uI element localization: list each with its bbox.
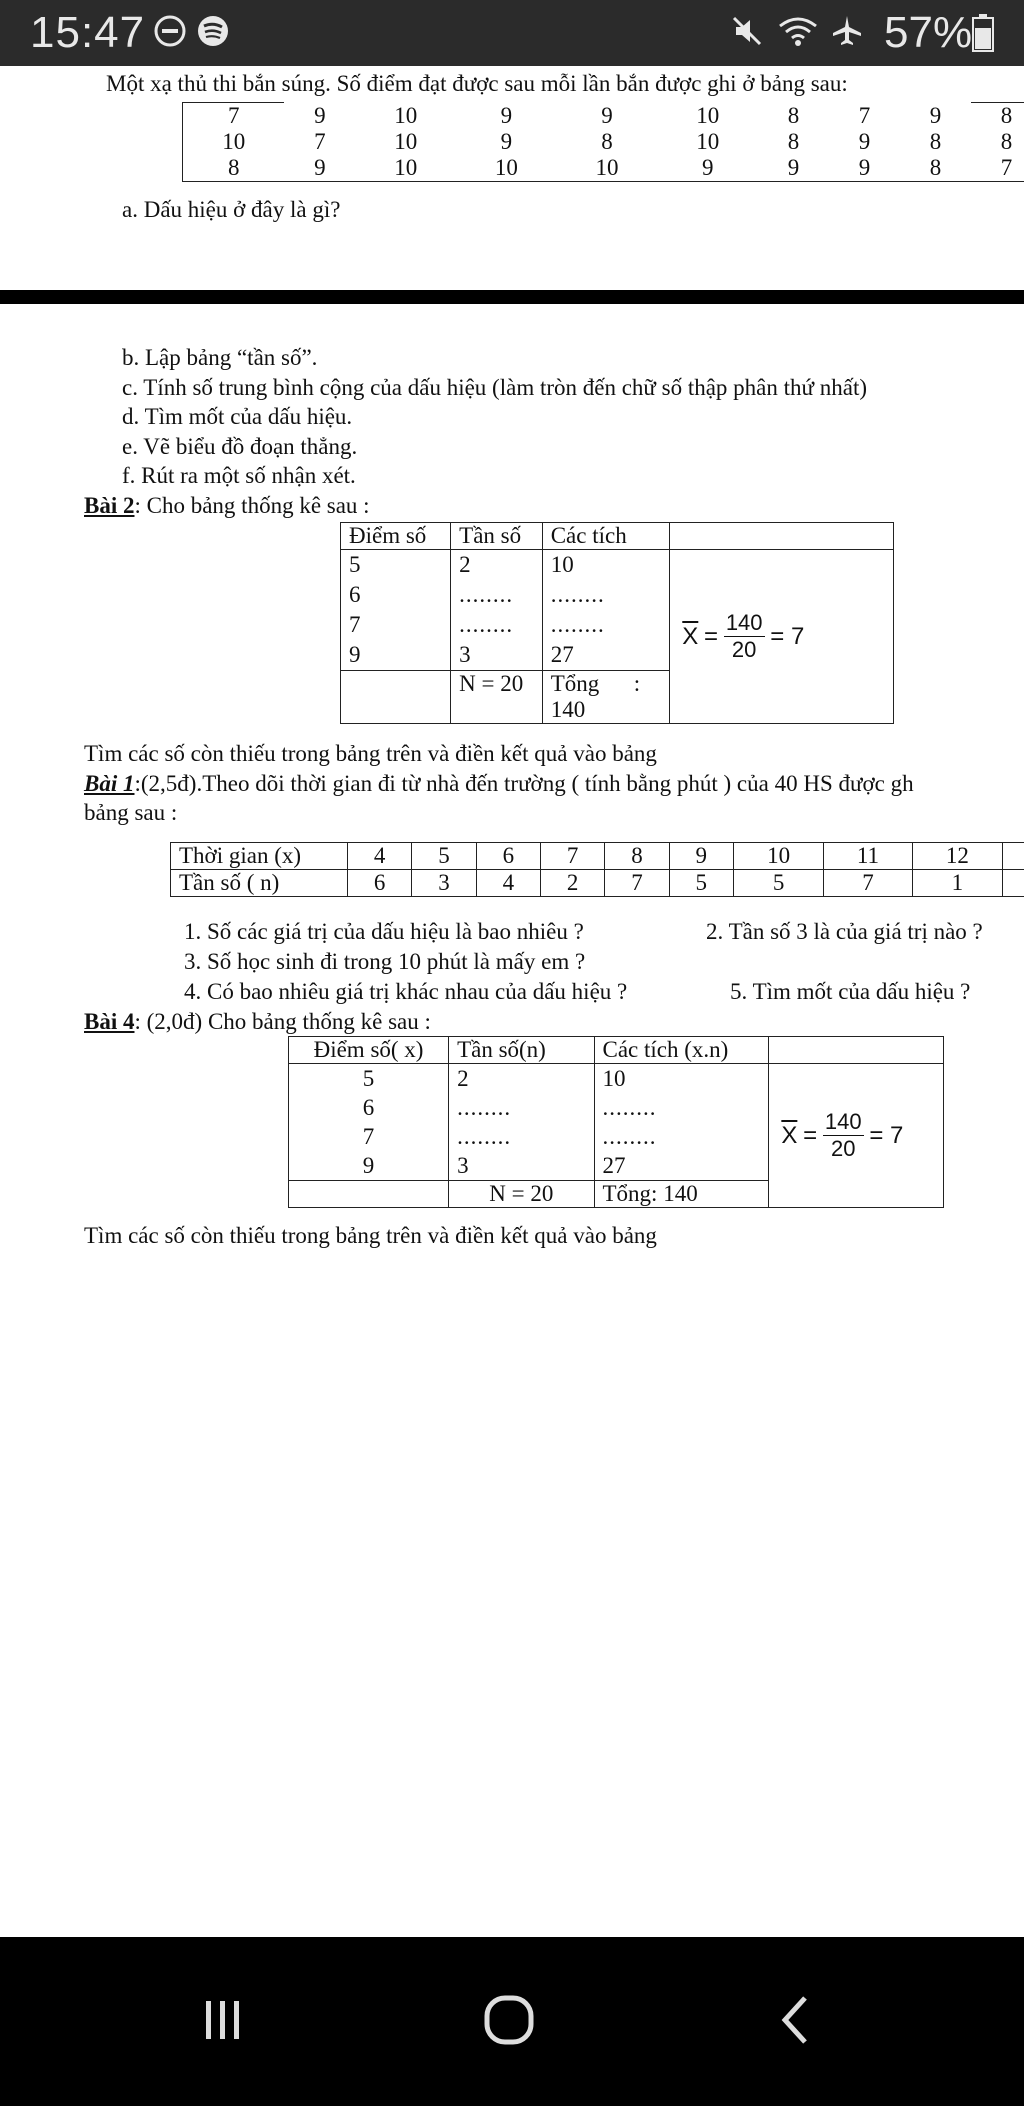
bai1-text2: bảng sau :	[84, 800, 178, 825]
table-cell: 9	[858, 129, 871, 154]
table-row	[171, 843, 1024, 870]
battery-percent: 57%	[884, 8, 973, 57]
recent-apps-button[interactable]	[183, 1985, 263, 2055]
bai4-label: Bài 4	[84, 1009, 135, 1034]
table-cell: 8	[929, 129, 942, 154]
table-cell: 8	[971, 103, 1024, 130]
spotify-icon	[196, 14, 230, 48]
table-cell: 9	[500, 129, 513, 154]
table-cell: 9	[500, 102, 513, 128]
document-page-2	[0, 304, 1024, 1937]
table-cell: 8	[900, 155, 971, 182]
table-cell: 7	[183, 103, 285, 130]
n-value: 3	[457, 1153, 469, 1178]
document-page-1	[0, 66, 1024, 290]
table-cell: 10	[733, 843, 823, 870]
table-row	[289, 1037, 944, 1064]
mean-symbol: $\overline{X}$	[781, 1121, 798, 1149]
table-cell: 8	[605, 843, 669, 870]
mean-fraction	[724, 610, 765, 663]
question-a: a. Dấu hiệu ở đây là gì?	[122, 197, 341, 222]
table-cell: 10	[456, 155, 557, 182]
table-cell: 10	[557, 155, 658, 182]
n-values-cell	[449, 1064, 594, 1181]
table-cell: 10	[394, 129, 418, 154]
bai2-text: : Cho bảng thống kê sau :	[134, 493, 370, 518]
table-row	[183, 155, 1024, 182]
sum-cell	[542, 671, 670, 724]
table-cell: 4	[476, 870, 540, 897]
x-value: 5	[362, 1066, 375, 1091]
x-value: 6	[362, 1095, 375, 1120]
navigation-bar	[0, 1937, 1024, 2106]
table-cell: 5	[412, 843, 476, 870]
mean-denominator: 20	[830, 1136, 856, 1161]
n-value: 3	[459, 642, 471, 667]
do-not-disturb-icon	[153, 14, 187, 48]
wifi-icon	[778, 14, 818, 48]
bai1-table	[170, 842, 1024, 897]
xn-value: 27	[602, 1153, 626, 1178]
page-divider	[0, 290, 1024, 304]
home-icon	[483, 1994, 535, 2046]
bai2-label: Bài 2	[84, 493, 135, 518]
bai1-question-3: 3. Số học sinh đi trong 10 phút là mấy em ?	[184, 949, 586, 974]
x-value: 6	[349, 582, 361, 607]
n-value-blank: ........	[457, 1124, 512, 1149]
table-cell: 10	[696, 129, 720, 154]
bai1-question-2: 2. Tần số 3 là của giá trị nào ?	[706, 919, 983, 944]
table-cell: 6	[348, 870, 412, 897]
mean-symbol: $\overline{X}$	[682, 622, 699, 650]
exercise-intro: Một xạ thủ thi bắn súng. Số điểm đạt được sau mỗi lần bắn được ghi ở bảng sau:	[106, 71, 848, 96]
table-header: Điểm số( x)	[289, 1037, 449, 1064]
n-value-blank: ........	[459, 582, 514, 607]
question-b: b. Lập bảng “tần số”.	[122, 345, 318, 370]
xn-values-cell	[542, 550, 670, 671]
mean-cell	[670, 550, 894, 724]
table-cell: 3	[412, 870, 476, 897]
table-cell: 11	[824, 843, 912, 870]
table-row	[341, 550, 894, 671]
table-header: Các tích (x.n)	[594, 1037, 769, 1064]
airplane-icon	[830, 14, 864, 48]
xn-value: 10	[602, 1066, 626, 1091]
xn-value-blank: ........	[602, 1095, 657, 1120]
n-value-blank: ........	[459, 612, 514, 637]
sum-cell: Tổng: 140	[594, 1181, 769, 1208]
table-header: Tần số	[451, 523, 543, 550]
mean-cell	[769, 1064, 944, 1208]
mean-equals: =	[803, 1121, 818, 1149]
table-header: Các tích	[542, 523, 670, 550]
x-values-cell	[289, 1064, 449, 1181]
bai1-question-1: 1. Số các giá trị của dấu hiệu là bao nhiêu ?	[184, 919, 584, 944]
bai2-heading	[84, 492, 370, 520]
back-icon	[775, 1994, 815, 2046]
bai1-text: :(2,5đ).Theo dõi thời gian đi từ nhà đến trường ( tính bằng phút ) của 40 HS được gh	[134, 771, 914, 796]
sum-label: Tổng :	[550, 671, 641, 696]
table-header-empty	[769, 1037, 944, 1064]
table-cell: 7	[971, 155, 1024, 182]
xn-value: 10	[550, 552, 574, 577]
table-cell: 10	[394, 102, 418, 128]
n-values-cell	[451, 550, 543, 671]
question-c: c. Tính số trung bình cộng của dấu hiệu (làm tròn đến chữ số thập phân thứ nhất)	[122, 375, 868, 400]
x-value: 9	[362, 1153, 375, 1178]
row-label: Thời gian (x)	[171, 843, 348, 870]
table-cell: 4	[348, 843, 412, 870]
table-header: Điểm số	[341, 523, 451, 550]
mute-icon	[730, 14, 764, 48]
xn-value-blank: ........	[550, 582, 605, 607]
table-row	[183, 103, 1024, 130]
empty-cell	[289, 1181, 449, 1208]
table-cell-cut	[1003, 870, 1024, 897]
table-cell: 10	[183, 129, 285, 155]
mean-fraction	[823, 1109, 864, 1162]
bai1-question-5: 5. Tìm mốt của dấu hiệu ?	[730, 979, 971, 1004]
mean-result: = 7	[770, 622, 805, 650]
sum-value: 140	[550, 697, 586, 722]
bai1-heading	[84, 770, 914, 798]
row-label: Tần số ( n)	[171, 870, 348, 897]
bai2-table	[340, 522, 894, 724]
table-cell: 9	[657, 155, 758, 182]
mean-equals: =	[704, 622, 719, 650]
question-d: d. Tìm mốt của dấu hiệu.	[122, 404, 353, 429]
x-values-cell	[341, 550, 451, 671]
xn-value-blank: ........	[602, 1124, 657, 1149]
xn-value: 27	[550, 642, 574, 667]
table-cell: 1	[912, 870, 1002, 897]
table-cell: 10	[355, 155, 456, 182]
mean-denominator: 20	[731, 637, 757, 662]
table-cell: 6	[476, 843, 540, 870]
table-cell: 2	[540, 870, 604, 897]
mean-numerator: 140	[824, 1109, 862, 1134]
table-cell: 7	[824, 870, 912, 897]
table-cell: 8	[183, 155, 285, 182]
status-bar	[0, 0, 1024, 66]
bai4-heading	[84, 1008, 431, 1036]
n-value-blank: ........	[457, 1095, 512, 1120]
bai2-instruction: Tìm các số còn thiếu trong bảng trên và điền kết quả vào bảng	[84, 741, 657, 766]
table-cell: 8	[787, 129, 800, 154]
xn-values-cell	[594, 1064, 769, 1181]
bai4-instruction: Tìm các số còn thiếu trong bảng trên và điền kết quả vào bảng	[84, 1223, 657, 1248]
table-cell: 5	[669, 870, 733, 897]
recent-apps-icon	[200, 1999, 246, 2041]
table-cell: 9	[829, 155, 900, 182]
table-cell: 9	[601, 102, 613, 128]
x-value: 9	[349, 642, 361, 667]
table-cell: 9	[314, 102, 326, 128]
table-cell: 8	[601, 129, 613, 154]
x-value: 5	[349, 552, 361, 577]
battery-icon	[972, 14, 994, 52]
empty-cell	[341, 671, 451, 724]
table-cell: 7	[540, 843, 604, 870]
bai4-table	[288, 1036, 944, 1208]
bai1-question-4: 4. Có bao nhiêu giá trị khác nhau của dấu hiệu ?	[184, 979, 628, 1004]
table-cell: 8	[787, 102, 800, 128]
home-button[interactable]	[469, 1985, 549, 2055]
back-button[interactable]	[755, 1985, 835, 2055]
table-cell: 12	[912, 843, 1002, 870]
mean-numerator: 140	[725, 610, 763, 635]
table-cell: 9	[758, 155, 829, 182]
table-cell: 9	[929, 102, 942, 128]
table-cell-cut	[1003, 843, 1024, 870]
status-time: 15:47	[30, 8, 146, 57]
table-cell: 9	[284, 155, 355, 182]
x-value: 7	[349, 612, 361, 637]
table-header: Tần số(n)	[449, 1037, 594, 1064]
table-cell: 8	[1000, 129, 1013, 154]
bai4-text: : (2,0đ) Cho bảng thống kê sau :	[134, 1009, 431, 1034]
table-cell: 9	[669, 843, 733, 870]
x-value: 7	[362, 1124, 375, 1149]
table-cell: 7	[605, 870, 669, 897]
table-row	[183, 129, 1024, 155]
n-total: N = 20	[449, 1181, 594, 1208]
table-cell: 7	[858, 102, 871, 128]
n-value: 2	[459, 552, 471, 577]
table-row	[171, 870, 1024, 897]
n-value: 2	[457, 1066, 469, 1091]
table-cell: 10	[696, 102, 720, 128]
mean-result: = 7	[869, 1121, 904, 1149]
table-row	[341, 523, 894, 550]
table-cell: 5	[733, 870, 823, 897]
xn-value-blank: ........	[550, 612, 605, 637]
table-header-empty	[670, 523, 894, 550]
table-row	[289, 1064, 944, 1181]
scores-table	[182, 102, 1024, 182]
question-e: e. Vẽ biểu đồ đoạn thẳng.	[122, 434, 358, 459]
table-cell: 7	[314, 129, 326, 154]
n-total: N = 20	[451, 671, 543, 724]
bai1-label: Bài 1	[84, 771, 135, 796]
question-f: f. Rút ra một số nhận xét.	[122, 463, 356, 488]
